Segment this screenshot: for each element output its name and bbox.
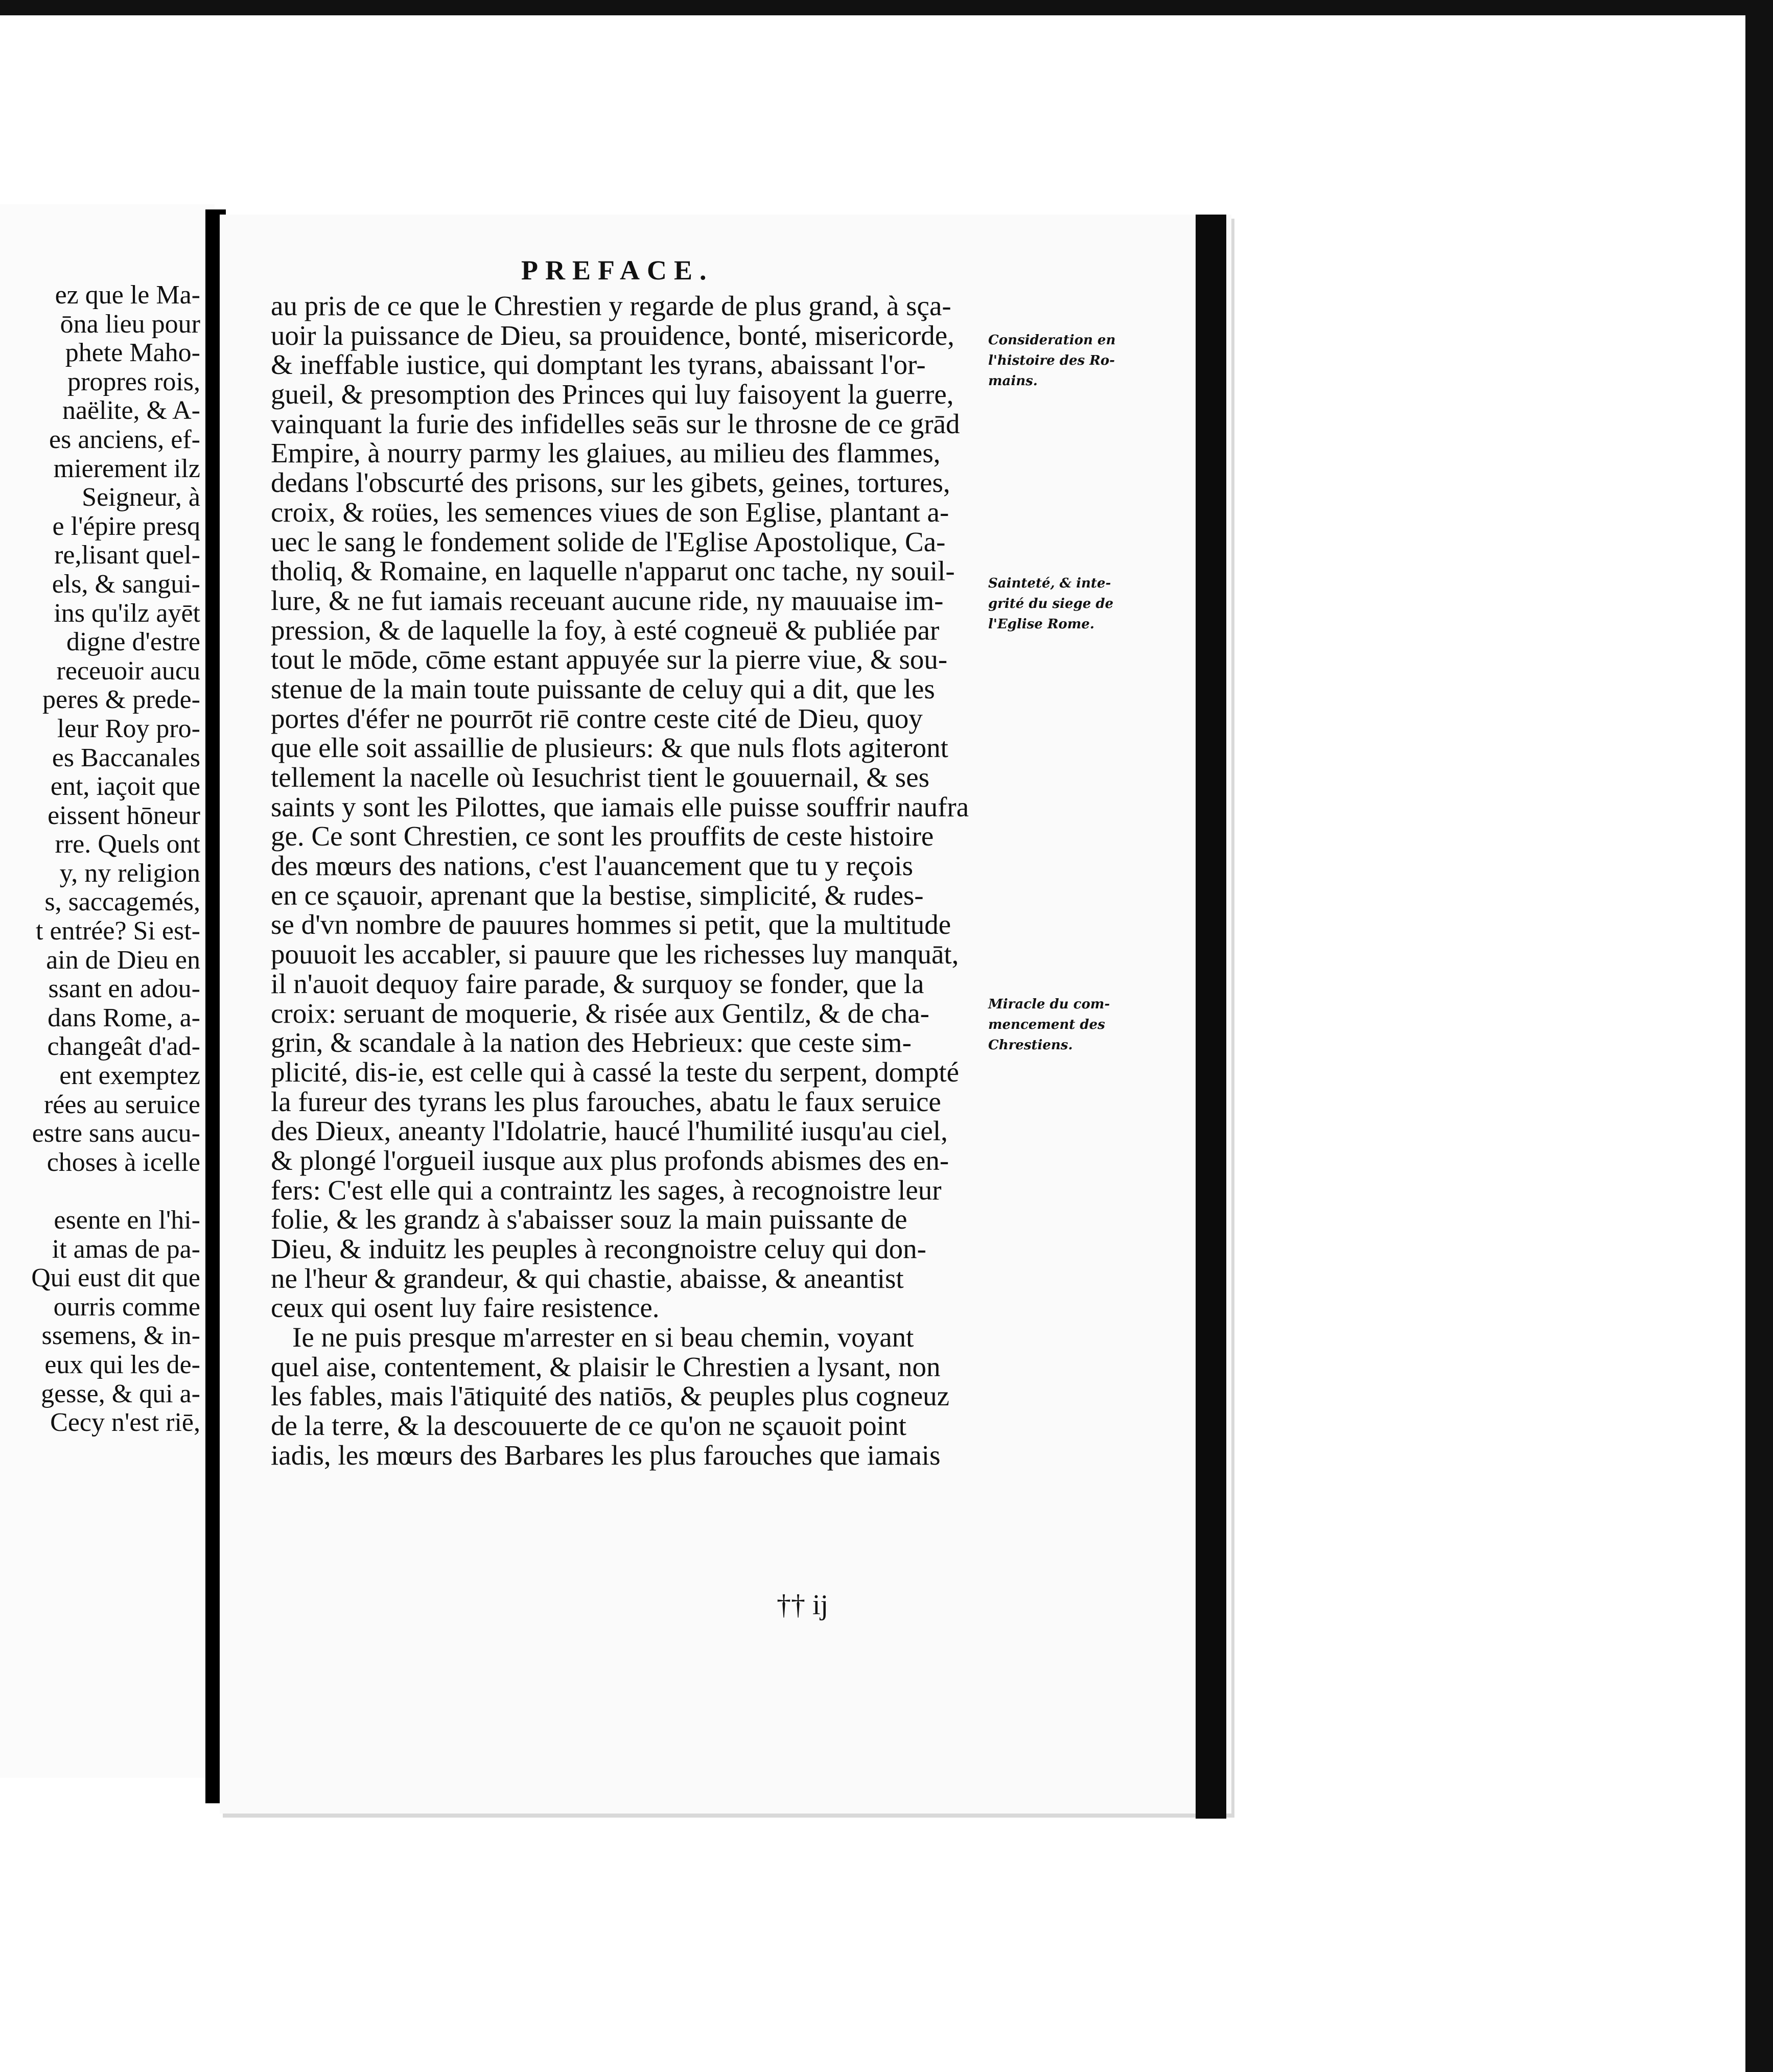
facing-page-line: peres & prede- [42,685,200,715]
facing-page-line: mierement ilz [53,454,200,483]
body-text-line: ne l'heur & grandeur, & qui chastie, abaisse, & aneantist [271,1262,904,1294]
body-text-line: pression, & de laquelle la foy, à esté cogneuë & publiée par [271,614,940,646]
marginal-note-3 [988,994,1141,1055]
facing-page-line: rées au seruice [43,1090,200,1119]
body-text-line: uec le sang le fondement solide de l'Eglise Apostolique, Ca- [271,526,946,557]
facing-page-line: estre sans aucu- [32,1119,200,1148]
body-text-line: dedans l'obscurté des prisons, sur les gibets, geines, tortures, [271,467,950,499]
body-text-line: lure, & ne fut iamais receuant aucune ride, ny mauuaise im- [271,584,944,616]
facing-page-line: es Baccanales [52,743,200,772]
facing-page-line: Qui eust dit que [31,1263,200,1293]
body-text-line: que elle soit assaillie de plusieurs: & que nuls flots agiteront [271,732,948,764]
facing-page-line: Seigneur, à [82,483,200,512]
body-text-line: uoir la puissance de Dieu, sa prouidence, bonté, misericorde, [271,319,954,351]
marginal-note-line: grité du siege de [988,596,1114,611]
marginal-note-line: l'Eglise Rome. [988,617,1094,632]
body-text-line: des Dieux, aneanty l'Idolatrie, haucé l'humilité iusqu'au ciel, [271,1115,948,1147]
facing-page-line: esente en l'hi- [54,1206,200,1235]
body-text-line: pouuoit les accabler, si pauure que les richesses luy manquāt, [271,938,959,970]
facing-page-line: ōna lieu pour [60,309,200,339]
running-head: PREFACE. [521,255,714,286]
facing-page-line: dans Rome, a- [48,1003,200,1032]
body-text-line: tholiq, & Romaine, en laquelle n'apparut onc tache, ny souil- [271,555,955,587]
body-text-line: gueil, & presomption des Princes qui luy faisoyent la guerre, [271,379,954,410]
marginal-note-line: l'histoire des Ro- [988,353,1115,368]
body-text-line: quel aise, contentement, & plaisir le Chrestien a lysant, non [271,1351,941,1382]
facing-page-line: gesse, & qui a- [41,1379,200,1408]
body-text-line: la fureur des tyrans les plus farouches, abatu le faux seruice [271,1086,941,1117]
facing-page-line: ssemens, & in- [41,1321,200,1351]
facing-page-line: ain de Dieu en [46,945,200,975]
body-text-line: Ie ne puis presque m'arrester en si beau chemin, voyant [292,1322,914,1353]
body-text-line: il n'auoit dequoy faire parade, & surquoy se fonder, que la [271,968,924,999]
facing-page-line: digne d'estre [66,627,200,657]
facing-page-left [0,204,215,1778]
marginal-note-1 [988,330,1141,391]
marginal-note-line: Miracle du com- [988,997,1110,1012]
facing-page-line: phete Maho- [65,338,200,368]
facing-page-line: it amas de pa- [52,1234,200,1264]
body-text-line: Empire, à nourry parmy les glaiues, au milieu des flammes, [271,437,941,469]
facing-page-line: receuoir aucu [56,656,200,686]
facing-page-line: ssant en adou- [48,974,200,1004]
scan-top-border [0,0,1773,15]
body-text-line: folie, & les grandz à s'abaisser souz la main puissante de [271,1204,907,1235]
facing-page-line: es anciens, ef- [49,425,200,454]
marginal-note-line: Chrestiens. [988,1038,1073,1053]
body-text-line: tout le mōde, cōme estant appuyée sur la pierre viue, & sou- [271,644,948,675]
facing-page-line: ent, iaçoit que [50,772,200,802]
facing-page-line: rre. Quels ont [55,830,200,859]
body-text-line: ge. Ce sont Chrestien, ce sont les prouffits de ceste histoire [271,820,934,852]
facing-page-line: propres rois, [67,367,200,396]
facing-page-line: choses à icelle [46,1147,200,1177]
facing-page-text [31,281,200,1438]
facing-page-line: ins qu'ilz ayēt [54,598,200,628]
marginal-note-line: mains. [988,373,1038,389]
facing-page-line: eux qui les de- [44,1350,200,1379]
body-text-line: au pris de ce que le Chrestien y regarde de plus grand, à sça- [271,290,951,321]
facing-page-line: naëlite, & A- [62,396,200,426]
facing-page-line: ez que le Ma- [55,280,200,310]
marginal-note-line: mencement des [988,1017,1105,1032]
body-text-line: & ineffable iustice, qui domptant les tyrans, abaissant l'or- [271,349,926,381]
facing-page-line: y, ny religion [59,858,200,888]
body-text-line: croix, & roües, les semences viues de son Eglise, plantant a- [271,496,949,528]
body-text-line: vainquant la furie des infidelles seās sur le throsne de ce grād [271,408,960,439]
body-text-line: stenue de la main toute puissante de celuy qui a dit, que les [271,673,935,704]
facing-page-line: e l'épire presq [52,511,200,541]
body-text-line: des mœurs des nations, c'est l'auancement que tu y reçois [271,850,913,882]
facing-page-line: Cecy n'est riē, [50,1408,200,1438]
facing-page-line: els, & sangui- [52,569,200,599]
marginal-note-line: Sainteté, & inte- [988,576,1111,591]
body-text-line: tellement la nacelle où Iesuchrist tient le gouuernail, & ses [271,762,930,793]
body-text-line: fers: C'est elle qui a contraintz les sages, à recognoistre leur [271,1174,942,1206]
body-text-line: & plongé l'orgueil iusque aux plus profonds abismes des en- [271,1144,949,1176]
facing-page-line: eissent hōneur [48,800,200,830]
signature-mark: †† ij [777,1589,829,1621]
page-edge-shadow [1196,215,1226,1819]
facing-page-line [31,1177,200,1206]
body-text-line: plicité, dis-ie, est celle qui à cassé la teste du serpent, dompté [271,1056,960,1088]
marginal-note-line: Consideration en [988,333,1116,348]
body-text-line: de la terre, & la descouuerte de ce qu'on ne sçauoit point [271,1410,906,1442]
facing-page-line: re,lisant quel- [54,540,200,570]
marginal-note-2 [988,573,1141,634]
body-text-line: ceux qui osent luy faire resistence. [271,1292,660,1324]
facing-page-line: ourris comme [53,1292,200,1322]
body-text-line: grin, & scandale à la nation des Hebrieux: que ceste sim- [271,1027,912,1058]
body-text-line: se d'vn nombre de pauures hommes si petit, que la multitude [271,909,951,940]
facing-page-line: changeât d'ad- [47,1032,200,1062]
body-text-line: saints y sont les Pilottes, que iamais elle puisse souffrir naufra [271,791,969,822]
body-text-line: en ce sçauoir, aprenant que la bestise, simplicité, & rudes- [271,879,924,911]
body-text-line: iadis, les mœurs des Barbares les plus farouches que iamais [271,1439,941,1471]
facing-page-line: leur Roy pro- [57,714,200,743]
body-text-line: Dieu, & induitz les peuples à recongnoistre celuy qui don- [271,1233,926,1264]
body-text-line: les fables, mais l'ātiquité des natiōs, & peuples plus cogneuz [271,1380,950,1412]
body-text-line: portes d'éfer ne pourrōt riē contre ceste cité de Dieu, quoy [271,702,923,734]
facing-page-line: t entrée? Si est- [36,916,200,946]
facing-page-line: ent exemptez [59,1061,200,1091]
body-text [271,291,981,1470]
scan-right-border [1745,0,1773,2072]
body-text-line: croix: seruant de moquerie, & risée aux Gentilz, & de cha- [271,997,929,1029]
facing-page-line: s, saccagemés, [44,887,200,917]
